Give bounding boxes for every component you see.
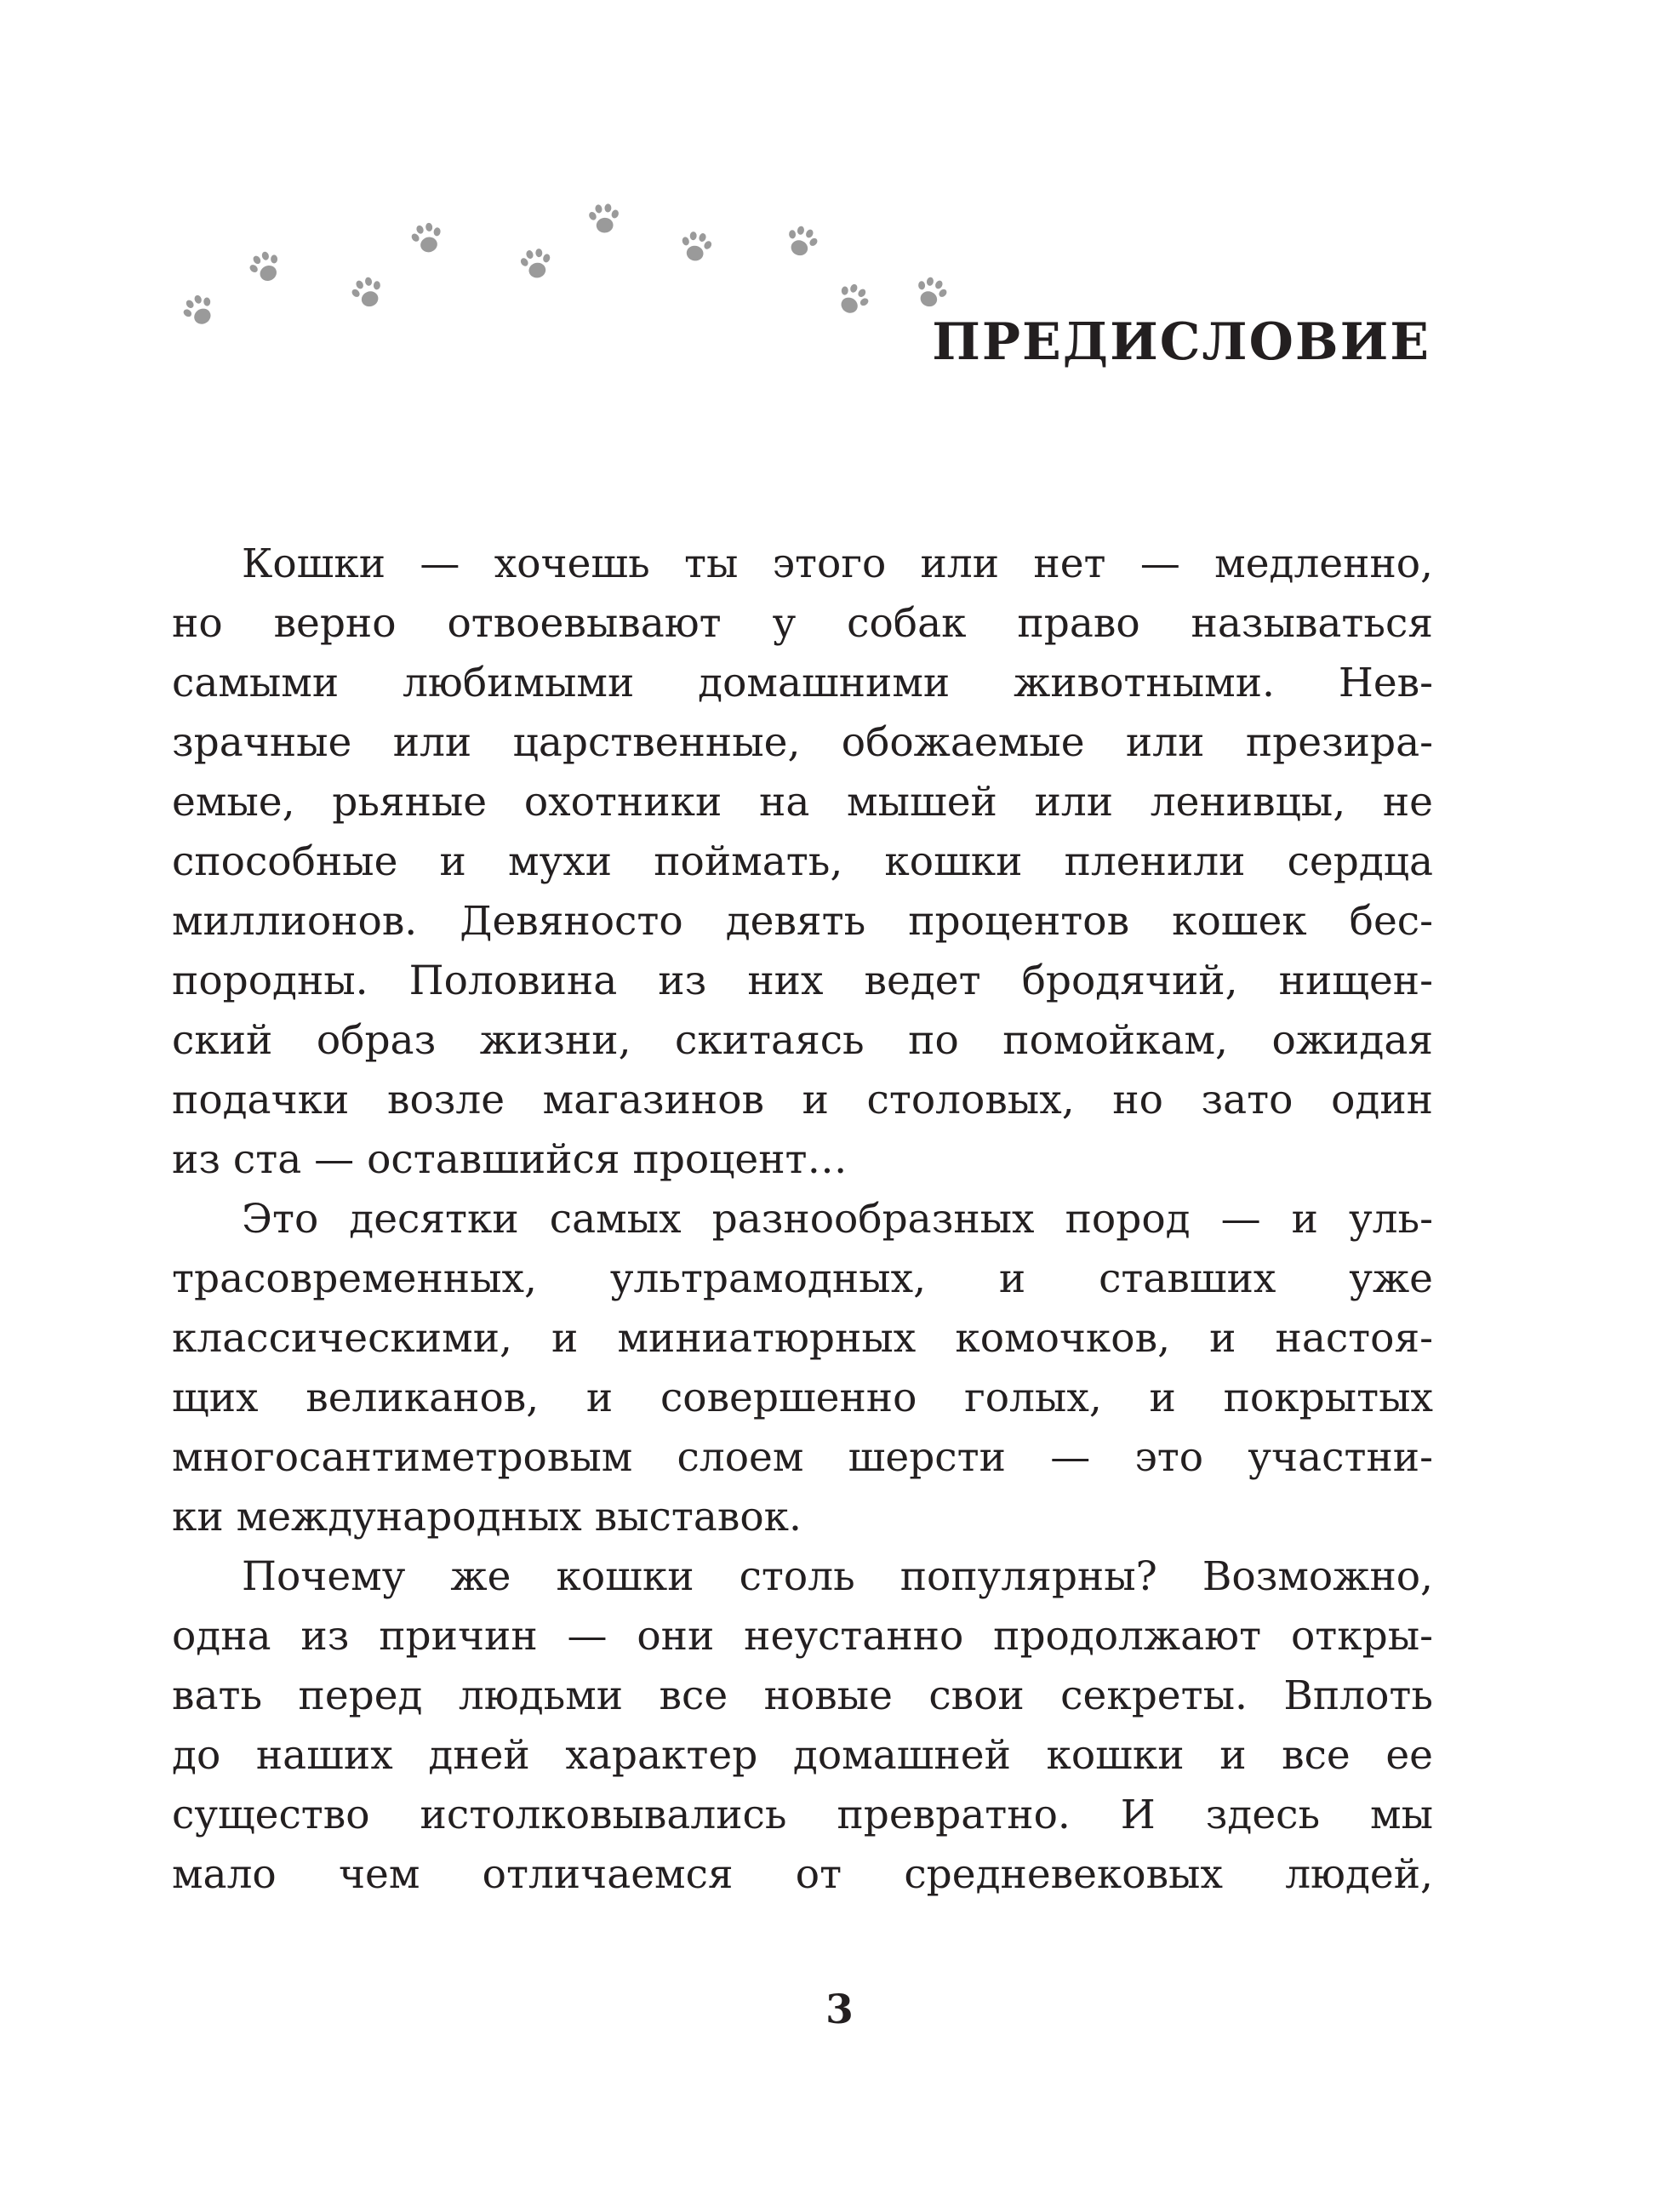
text-line: щих великанов, и совершенно голых, и покрытых (172, 1375, 1433, 1421)
body-text (172, 534, 1433, 1905)
text-line: самыми любимыми домашними животными. Нев- (172, 660, 1433, 706)
text-line: Это десятки самых разнообразных пород — и уль- (242, 1196, 1433, 1243)
paw-print-icon (675, 226, 718, 269)
text-line: емые, рьяные охотники на мышей или ленивцы, не (172, 779, 1433, 826)
paw-print-icon (241, 243, 290, 292)
paw-print-icon (584, 198, 625, 239)
text-line: зрачные или царственные, обожаемые или презира- (172, 719, 1433, 766)
text-line: трасовременных, ультрамодных, и ставших уже (172, 1255, 1433, 1302)
text-line: вать перед людьми все новые свои секреты. Вплоть (172, 1672, 1433, 1719)
text-line: способные и мухи поймать, кошки пленили сердца (172, 838, 1433, 885)
text-line: мало чем отличаемся от средневековых людей, (172, 1851, 1433, 1898)
paw-print-icon (174, 285, 225, 336)
text-line: одна из причин — они неустанно продолжают откры- (172, 1613, 1433, 1660)
text-line: до наших дней характер домашней кошки и все ее (172, 1732, 1433, 1779)
text-line: существо истолковывались превратно. И здесь мы (172, 1792, 1433, 1838)
text-line: Почему же кошки столь популярны? Возможно, (242, 1553, 1433, 1600)
text-line: из ста — оставшийся процент… (172, 1136, 848, 1183)
paw-print-icon (778, 218, 825, 266)
page-number: 3 (825, 1986, 854, 2033)
paw-print-icon (827, 274, 878, 325)
paw-print-icon (344, 269, 391, 317)
text-line: миллионов. Девяносто девять процентов кошек бес- (172, 898, 1433, 945)
text-line: ский образ жизни, скитаясь по помойкам, ожидая (172, 1017, 1433, 1064)
text-line: ки международных выставок. (172, 1494, 802, 1540)
paw-print-icon (907, 269, 955, 317)
paw-print-trail (0, 0, 1679, 357)
text-line: породны. Половина из них ведет бродячий, нищен- (172, 957, 1433, 1004)
paw-print-icon (404, 215, 450, 261)
page-title: ПРЕДИСЛОВИЕ (932, 312, 1431, 372)
paw-print-icon (515, 243, 558, 286)
text-line: но верно отвоевывают у собак право называться (172, 600, 1433, 647)
text-line: многосантиметровым слоем шерсти — это участни- (172, 1434, 1433, 1481)
text-line: классическими, и миниатюрных комочков, и настоя- (172, 1315, 1433, 1362)
text-line: Кошки — хочешь ты этого или нет — медленно, (242, 540, 1433, 587)
text-line: подачки возле магазинов и столовых, но зато один (172, 1077, 1433, 1123)
